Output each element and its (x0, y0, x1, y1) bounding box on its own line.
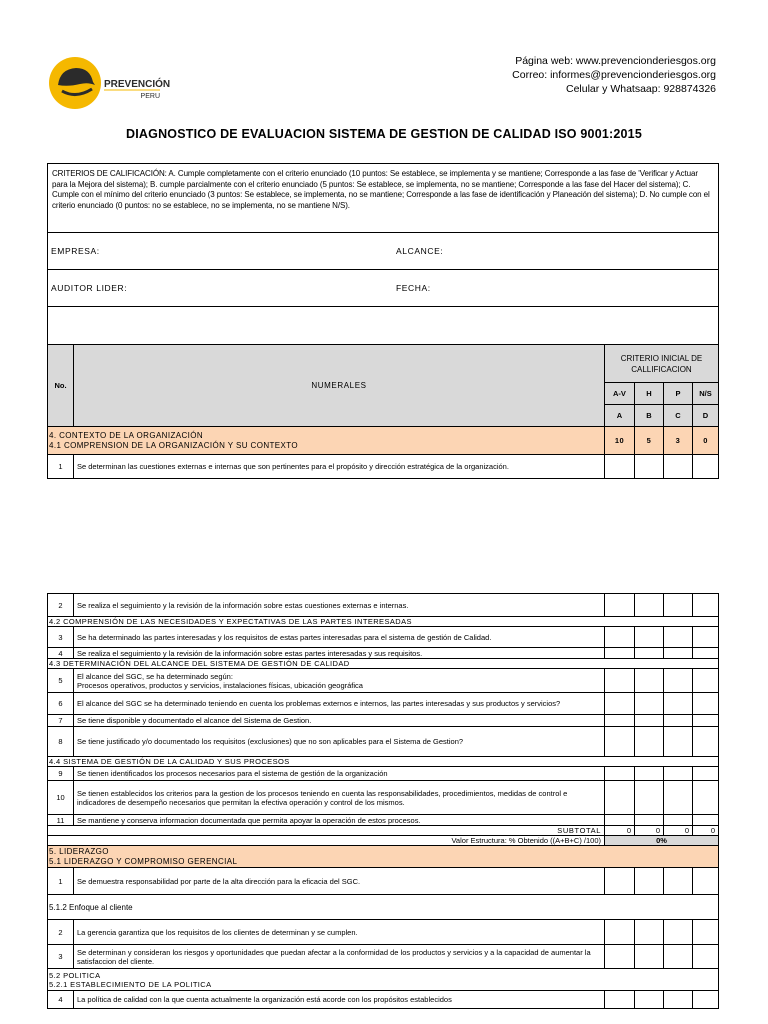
score-cell-d[interactable] (693, 727, 719, 757)
section-5-1-2-title: 5.1.2 Enfoque al cliente (48, 895, 719, 920)
table-row (48, 945, 719, 969)
score-cell-b[interactable] (635, 991, 664, 1009)
section-4-line2: 4.1 COMPRENSION DE LA ORGANIZACIÓN Y SU CONTEXTO (49, 440, 299, 450)
score-cell-b[interactable] (635, 727, 664, 757)
score-cell-c[interactable] (664, 715, 693, 727)
score-cell-d[interactable] (693, 920, 719, 945)
table-row (48, 767, 719, 781)
points-d: 0 (692, 427, 718, 455)
item-text: Se realiza el seguimiento y la revisión de la información sobre estas cuestiones externas e internas. (74, 594, 605, 617)
valor-label: Valor Estructura: % Obtenido ((A+B+C) /100) (48, 836, 605, 846)
header-letter-a: A (604, 405, 634, 427)
section-5-title (48, 846, 719, 868)
score-cell-b[interactable] (635, 594, 664, 617)
item-number: 11 (48, 815, 74, 826)
web-link[interactable]: Página web: www.prevencionderiesgos.org (515, 55, 716, 67)
points-b: 5 (634, 427, 663, 455)
score-cell-b[interactable] (635, 693, 664, 715)
auditor-row (47, 269, 719, 307)
score-cell-b[interactable] (635, 648, 664, 659)
header-numerales: NUMERALES (74, 345, 605, 427)
item-number: 6 (48, 693, 74, 715)
score-cell-d[interactable] (693, 815, 719, 826)
table-row (48, 627, 719, 648)
item-number: 5 (48, 669, 74, 693)
subtotal-row (48, 826, 719, 836)
score-cell-a[interactable] (604, 455, 634, 479)
table-row (48, 669, 719, 693)
header-criterio: CRITERIO INICIAL DE CALLIFICACION (604, 345, 718, 383)
score-cell-c[interactable] (664, 594, 693, 617)
header-letter-d: D (692, 405, 718, 427)
item-text: Se ha determinado las partes interesadas y los requisitos de estas partes interesadas para el sistema de gestión de Calidad. (74, 627, 605, 648)
score-cell-a[interactable] (605, 815, 635, 826)
score-cell-a[interactable] (605, 767, 635, 781)
document-title: DIAGNOSTICO DE EVALUACION SISTEMA DE GESTION DE CALIDAD ISO 9001:2015 (126, 127, 642, 141)
points-a: 10 (604, 427, 634, 455)
item-text: Se determinan y consideran los riesgos y oportunidades que puedan afectar a la conformidad de los productos y servicios y a la capacidad de aumentar la satisfaccion del cliente. (74, 945, 605, 969)
score-cell-c[interactable] (664, 920, 693, 945)
score-cell-a[interactable] (605, 991, 635, 1009)
header-col-h: H (634, 383, 663, 405)
score-cell-d[interactable] (693, 627, 719, 648)
score-cell-a[interactable] (605, 727, 635, 757)
score-cell-a[interactable] (605, 945, 635, 969)
score-cell-d[interactable] (693, 648, 719, 659)
item-text-line2: Procesos operativos, productos y servicios, instalaciones físicas, ubicación geográfica (77, 680, 363, 690)
score-cell-a[interactable] (605, 693, 635, 715)
subtotal-d: 0 (693, 826, 719, 836)
score-cell-c[interactable] (664, 781, 693, 815)
blank-row (47, 306, 719, 345)
score-cell-c[interactable] (664, 669, 693, 693)
item-number: 4 (48, 648, 74, 659)
score-cell-c[interactable] (664, 868, 693, 895)
evaluation-table-bottom (47, 593, 719, 1009)
table-row (48, 991, 719, 1009)
section-5-2-line1: 5.2 POLITICA (49, 970, 101, 980)
section-4-3-title: 4.3 DETERMINACIÓN DEL ALCANCE DEL SISTEMA DE GESTIÓN DE CALIDAD (48, 659, 719, 669)
empresa-label: EMPRESA: (51, 246, 100, 256)
score-cell-b[interactable] (634, 455, 663, 479)
header-letter-c: C (663, 405, 692, 427)
item-text-line1: El alcance del SGC, se ha determinado según: (77, 671, 233, 681)
item-text: Se demuestra responsabilidad por parte de la alta dirección para la eficacia del SGC. (74, 868, 605, 895)
score-cell-d[interactable] (693, 991, 719, 1009)
section-5-line2: 5.1 LIDERAZGO Y COMPROMISO GERENCIAL (49, 856, 238, 866)
score-cell-b[interactable] (635, 815, 664, 826)
score-cell-b[interactable] (635, 868, 664, 895)
score-cell-b[interactable] (635, 669, 664, 693)
section-5-2-title (48, 969, 719, 991)
score-cell-d[interactable] (693, 693, 719, 715)
table-row (48, 727, 719, 757)
table-row (48, 781, 719, 815)
section-4-2-title: 4.2 COMPRENSIÓN DE LAS NECESIDADES Y EXPECTATIVAS DE LAS PARTES INTERESADAS (48, 617, 719, 627)
table-row (48, 815, 719, 826)
phone-text: Celular y Whatsaap: 928874326 (565, 83, 716, 95)
subtotal-a: 0 (605, 826, 635, 836)
score-cell-c[interactable] (663, 455, 692, 479)
section-5-line1: 5. LIDERAZGO (49, 846, 109, 856)
subtotal-b: 0 (635, 826, 664, 836)
item-text: Se tienen establecidos los criterios para la gestion de los procesos teniendo en cuenta las responsabilidades, procedimientos, medidas de control e indicadores de desempeño necesarios que permitan la efectiva operación y control de los mismos. (74, 781, 605, 815)
score-cell-d[interactable] (693, 781, 719, 815)
score-cell-a[interactable] (605, 669, 635, 693)
score-cell-c[interactable] (664, 991, 693, 1009)
score-cell-a[interactable] (605, 920, 635, 945)
header-no: No. (48, 345, 74, 427)
item-number: 8 (48, 727, 74, 757)
score-cell-a[interactable] (605, 781, 635, 815)
section-5-row (48, 846, 719, 868)
score-cell-d[interactable] (693, 767, 719, 781)
item-text: Se determinan las cuestiones externas e internas que son pertinentes para el propósito y dirección estratégica de la organización. (74, 455, 605, 479)
item-number: 10 (48, 781, 74, 815)
item-text: El alcance del SGC se ha determinado teniendo en cuenta los problemas externos e internos, las partes interesadas y sus productos y servicios? (74, 693, 605, 715)
company-logo (48, 55, 180, 111)
score-cell-b[interactable] (635, 715, 664, 727)
item-number: 1 (48, 455, 74, 479)
item-text: Se tiene justificado y/o documentado los requisitos (exclusiones) que no son aplicables para el Sistema de Gestion? (74, 727, 605, 757)
table-row (48, 693, 719, 715)
subtotal-label: SUBTOTAL (48, 826, 605, 836)
item-number: 2 (48, 594, 74, 617)
header-col-p: P (663, 383, 692, 405)
item-text: Se tienen identificados los procesos necesarios para el sistema de gestión de la organización (74, 767, 605, 781)
score-cell-b[interactable] (635, 945, 664, 969)
item-text: Se tiene disponible y documentado el alcance del Sistema de Gestion. (74, 715, 605, 727)
score-cell-d[interactable] (693, 715, 719, 727)
score-cell-b[interactable] (635, 781, 664, 815)
header-col-av: A-V (604, 383, 634, 405)
score-cell-d[interactable] (693, 945, 719, 969)
table-row (48, 648, 719, 659)
score-cell-c[interactable] (664, 815, 693, 826)
item-number: 7 (48, 715, 74, 727)
item-number: 3 (48, 945, 74, 969)
score-cell-c[interactable] (664, 627, 693, 648)
item-number: 2 (48, 920, 74, 945)
section-4-row (48, 427, 719, 455)
score-cell-a[interactable] (605, 594, 635, 617)
item-text (74, 669, 605, 693)
brand-name: PREVENCIÓN (104, 79, 171, 90)
header-letter-b: B (634, 405, 663, 427)
score-cell-c[interactable] (664, 648, 693, 659)
item-text: Se mantiene y conserva informacion documentada que permita apoyar la operación de estos procesos. (74, 815, 605, 826)
table-row (48, 715, 719, 727)
score-cell-c[interactable] (664, 727, 693, 757)
item-number: 4 (48, 991, 74, 1009)
item-number: 9 (48, 767, 74, 781)
score-cell-a[interactable] (605, 648, 635, 659)
item-number: 1 (48, 868, 74, 895)
section-5-2-line2: 5.2.1 ESTABLECIMIENTO DE LA POLITICA (49, 979, 212, 989)
subtotal-c: 0 (664, 826, 693, 836)
section-4-4-title: 4.4 SISTEMA DE GESTIÓN DE LA CALIDAD Y SUS PROCESOS (48, 757, 719, 767)
score-cell-d[interactable] (693, 868, 719, 895)
score-cell-b[interactable] (635, 627, 664, 648)
score-cell-a[interactable] (605, 627, 635, 648)
item-text: Se realiza el seguimiento y la revisión de la información sobre estas partes interesadas y sus requisitos. (74, 648, 605, 659)
item-text: La gerencia garantiza que los requisitos de los clientes de determinan y se cumplen. (74, 920, 605, 945)
score-cell-d[interactable] (693, 594, 719, 617)
section-4-title (48, 427, 605, 455)
table-row (48, 920, 719, 945)
brand-country: PERU (140, 93, 160, 100)
empresa-row (47, 232, 719, 270)
valor-row (48, 836, 719, 846)
score-cell-a[interactable] (605, 868, 635, 895)
score-cell-a[interactable] (605, 715, 635, 727)
contact-info (512, 54, 716, 96)
table-row (48, 455, 719, 479)
alcance-label: ALCANCE: (396, 246, 444, 256)
fecha-label: FECHA: (396, 283, 431, 293)
header-col-ns: N/S (692, 383, 718, 405)
section-4-line1: 4. CONTEXTO DE LA ORGANIZACIÓN (49, 430, 204, 440)
email-link[interactable]: Correo: informes@prevencionderiesgos.org (512, 69, 716, 81)
score-cell-d[interactable] (693, 669, 719, 693)
points-c: 3 (663, 427, 692, 455)
score-cell-c[interactable] (664, 693, 693, 715)
auditor-label: AUDITOR LIDER: (51, 283, 128, 293)
item-text: La política de calidad con la que cuenta actualmente la organización está acorde con los propósitos establecidos (74, 991, 605, 1009)
valor-value: 0% (605, 836, 719, 846)
evaluation-table-top (47, 344, 719, 479)
criteria-box: CRITERIOS DE CALIFICACIÓN: A. Cumple completamente con el criterio enunciado (10 puntos: Se establece, se implementa y se mantiene; Corresponde a las fase de 'Verificar y Actuar para la Mejora del sistema); B. cumple parcialmente con el criterio enunciado (5 puntos: Se establece, se implementa, no se mantiene; Corresponde a las fase del Hacer del sistema); C. Cumple con el mínimo del criterio enunciado (3 puntos: Se establece, se implementa, no se mantiene; Corresponde a las fase de identificación y Planeación del sistema); D. No cumple con el criterio enunciado (0 puntos: no se establece, no se implementa, no se mantiene N/S). (47, 163, 719, 233)
table-row (48, 868, 719, 895)
item-number: 3 (48, 627, 74, 648)
score-cell-c[interactable] (664, 945, 693, 969)
score-cell-c[interactable] (664, 767, 693, 781)
table-row (48, 594, 719, 617)
score-cell-b[interactable] (635, 920, 664, 945)
score-cell-b[interactable] (635, 767, 664, 781)
score-cell-d[interactable] (692, 455, 718, 479)
